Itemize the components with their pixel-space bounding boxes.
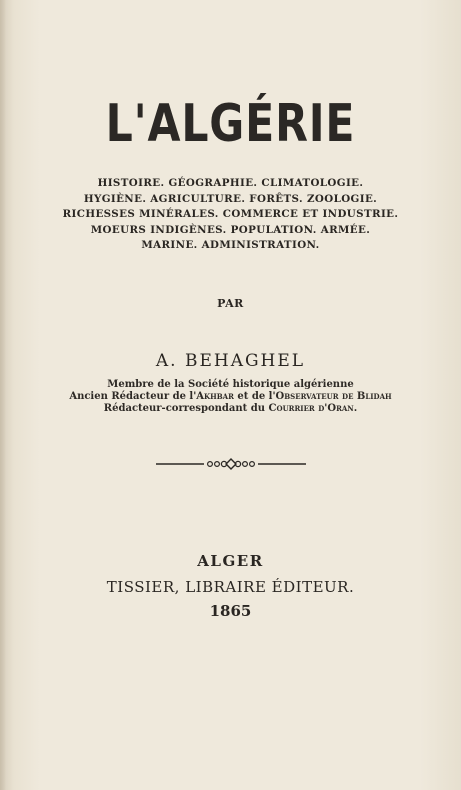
imprint-city: ALGER (197, 552, 264, 570)
by-label: PAR (217, 297, 244, 310)
newspaper-name: Courrier d'Oran (268, 403, 354, 414)
credential-line: Membre de la Société historique algérienne (107, 379, 354, 390)
subject-list (5, 176, 457, 254)
subject-line: MOEURS INDIGÈNES. POPULATION. ARMÉE. (90, 223, 371, 236)
book-title: L'ALGÉRIE (105, 94, 356, 154)
subject-line: MARINE. ADMINISTRATION. (141, 239, 320, 251)
author-name: A. BEHAGHEL (155, 351, 306, 371)
subject-line: HISTOIRE. GÉOGRAPHIE. CLIMATOLOGIE. (97, 177, 364, 189)
subject-line: RICHESSES MINÉRALES. COMMERCE ET INDUSTRIE. (62, 208, 399, 220)
divider-ornament (0, 456, 461, 472)
credential-text: Ancien Rédacteur de l' (69, 391, 197, 402)
imprint-year: 1865 (209, 602, 252, 620)
imprint-publisher: TISSIER, LIBRAIRE ÉDITEUR. (106, 578, 355, 596)
newspaper-name: Akhbar (196, 391, 234, 402)
subject-line: HYGIÈNE. AGRICULTURE. FORÊTS. ZOOLOGIE. (83, 192, 378, 205)
credential-line (0, 391, 461, 403)
author-credentials (0, 379, 461, 415)
credential-text: et de l' (233, 391, 276, 402)
credential-line (0, 403, 461, 415)
ornament-icon (156, 456, 306, 472)
credential-text: Rédacteur-correspondant du (103, 403, 269, 414)
newspaper-name: Observateur de Blidah (275, 391, 392, 402)
credential-text: . (353, 403, 358, 414)
